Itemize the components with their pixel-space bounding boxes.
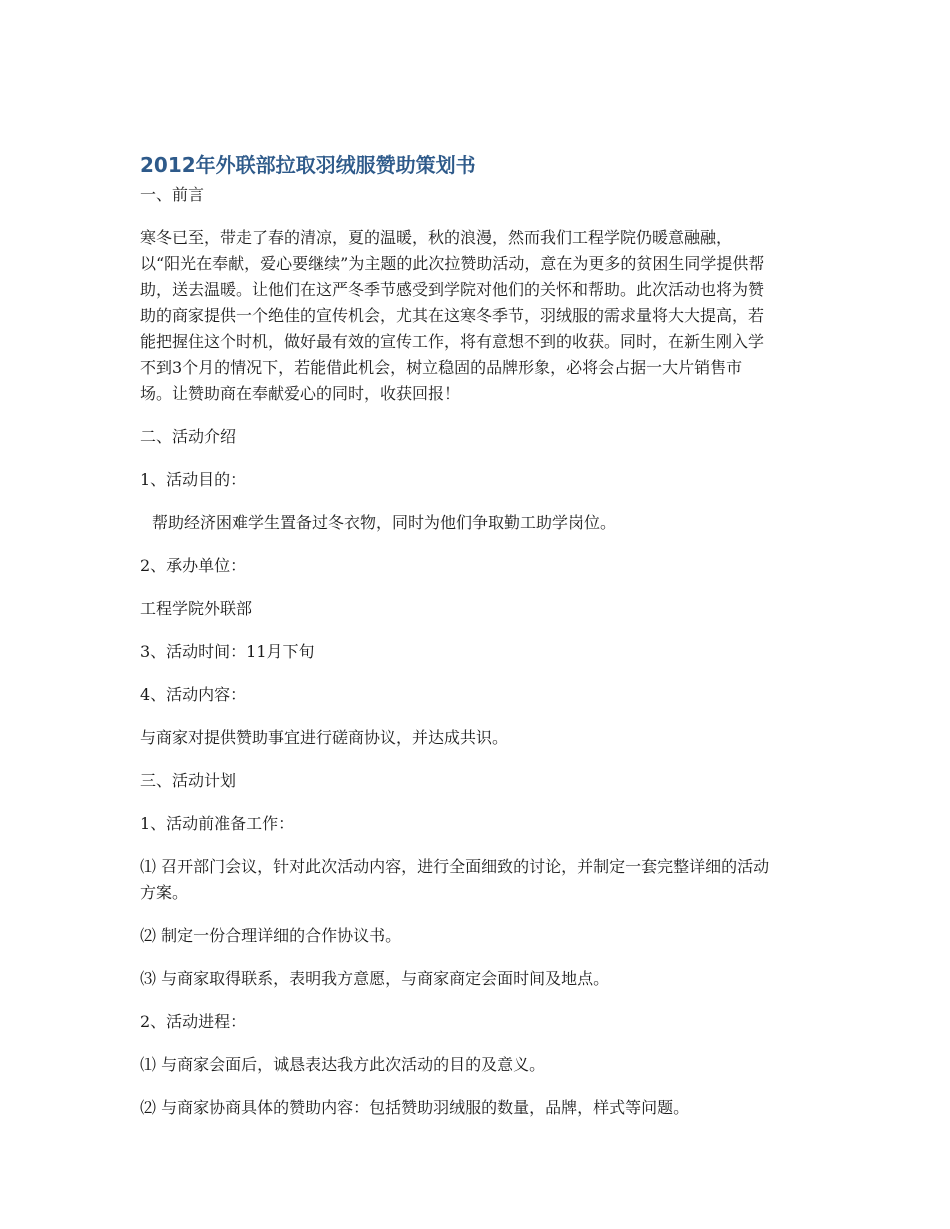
process-label: 2、活动进程： bbox=[140, 1012, 247, 1031]
intro-line: 助的商家提供一个绝佳的宣传机会，尤其在这寒冬季节，羽绒服的需求量将大大提高，若 bbox=[140, 306, 765, 325]
preparation-label: 1、活动前准备工作： bbox=[140, 814, 295, 833]
activity-content-label: 4、活动内容： bbox=[140, 685, 247, 704]
intro-line: 不到3个月的情况下，若能借此机会，树立稳固的品牌形象，必将会占据一大片销售市 bbox=[140, 358, 743, 377]
section-heading-preface: 一、前言 bbox=[140, 185, 205, 204]
preparation-step-3: ⑶ 与商家取得联系，表明我方意愿，与商家商定会面时间及地点。 bbox=[140, 969, 610, 988]
organizer-text: 工程学院外联部 bbox=[140, 599, 253, 618]
intro-line: 能把握住这个时机，做好最有效的宣传工作，将有意想不到的收获。同时，在新生刚入学 bbox=[140, 332, 765, 351]
preparation-step-2: ⑵ 制定一份合理详细的合作协议书。 bbox=[140, 926, 402, 945]
section-heading-activity-intro: 二、活动介绍 bbox=[140, 427, 237, 446]
section-heading-activity-plan: 三、活动计划 bbox=[140, 771, 237, 790]
intro-paragraph bbox=[140, 225, 812, 407]
activity-purpose-label: 1、活动目的： bbox=[140, 470, 247, 489]
preparation-step-1: ⑴ 召开部门会议，针对此次活动内容，进行全面细致的讨论，并制定一套完整详细的活动 bbox=[140, 857, 770, 876]
activity-time-label: 3、活动时间：11月下旬 bbox=[140, 642, 315, 661]
process-step-1: ⑴ 与商家会面后，诚恳表达我方此次活动的目的及意义。 bbox=[140, 1055, 546, 1074]
document-title: 2012年外联部拉取羽绒服赞助策划书 bbox=[140, 153, 476, 177]
preparation-step-1-cont: 方案。 bbox=[140, 883, 189, 902]
process-step-2: ⑵ 与商家协商具体的赞助内容：包括赞助羽绒服的数量，品牌，样式等问题。 bbox=[140, 1098, 690, 1117]
intro-line: 场。让赞助商在奉献爱心的同时，收获回报！ bbox=[140, 384, 461, 403]
intro-line: 助，送去温暖。让他们在这严冬季节感受到学院对他们的关怀和帮助。此次活动也将为赞 bbox=[140, 280, 765, 299]
document-page bbox=[140, 148, 812, 1121]
organizer-label: 2、承办单位： bbox=[140, 556, 247, 575]
intro-line: 以“阳光在奉献，爱心要继续”为主题的此次拉赞助活动，意在为更多的贫困生同学提供帮 bbox=[140, 254, 765, 273]
activity-content-text: 与商家对提供赞助事宜进行磋商协议，并达成共识。 bbox=[140, 728, 509, 747]
activity-purpose-text: 帮助经济困难学生置备过冬衣物，同时为他们争取勤工助学岗位。 bbox=[152, 513, 617, 532]
intro-line: 寒冬已至，带走了春的清凉，夏的温暖，秋的浪漫，然而我们工程学院仍暖意融融， bbox=[140, 228, 733, 247]
